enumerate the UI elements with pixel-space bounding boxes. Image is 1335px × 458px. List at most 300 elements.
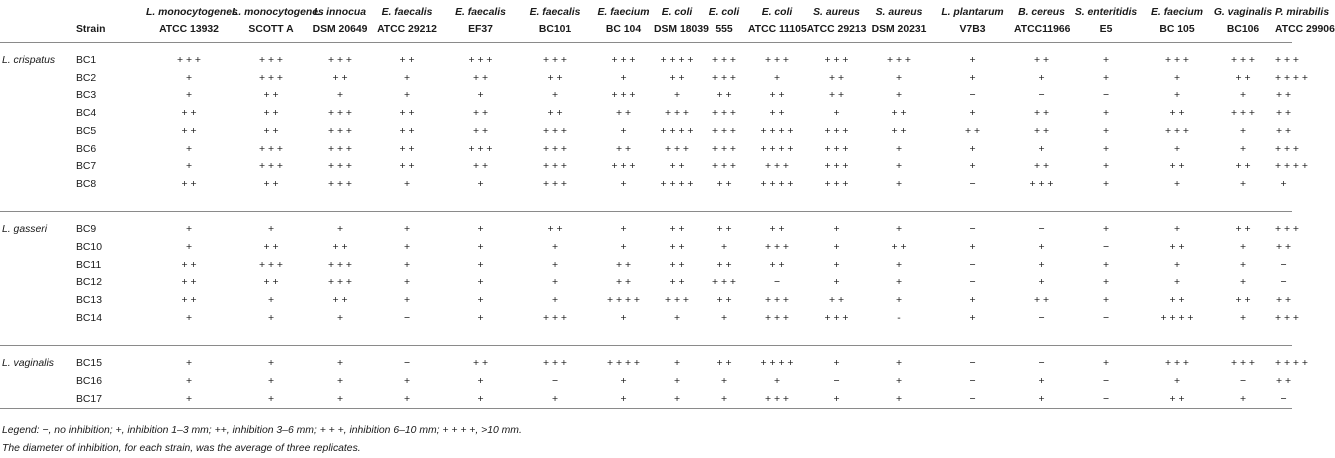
species-cell [0, 239, 76, 257]
inhibition-cell: + [593, 212, 654, 239]
inhibition-cell: + [895, 72, 903, 84]
inhibition-cell: + + [654, 212, 700, 239]
inhibition-cell: + + [669, 161, 685, 173]
inhibition-cell: + [1038, 242, 1045, 254]
inhibition-cell: + [232, 391, 310, 409]
inhibition-cell: + + + [177, 55, 201, 66]
inhibition-cell: + [654, 346, 700, 373]
inhibition-cell: − [1102, 312, 1110, 324]
organism-name-header: L. plantarum [941, 7, 1004, 18]
inhibition-cell: + [1173, 375, 1181, 387]
inhibition-cell: + + + [328, 143, 352, 155]
inhibition-cell: + [895, 161, 903, 173]
inhibition-cell: + [1038, 143, 1045, 155]
inhibition-cell: + [720, 312, 728, 324]
organism-accession-header: DSM 20231 [867, 22, 931, 43]
species-cell: L. crispatus [2, 55, 56, 66]
legend-text: Legend: −, no inhibition; +, inhibition 1–3 mm; ++, inhibition 3–6 mm; + + +, inhibition 6–10 mm; + + + +, >10 mm. [2, 425, 522, 436]
inhibition-cell: + [1102, 143, 1110, 155]
inhibition-cell: − [969, 90, 976, 102]
inhibition-cell: − [1280, 277, 1287, 289]
group-spacer [0, 194, 1292, 212]
inhibition-cell: + [551, 259, 559, 271]
table-row [0, 257, 1292, 275]
inhibition-cell: + + + [1231, 108, 1255, 120]
organism-accession-header: ATCC 29213 [806, 22, 867, 43]
inhibition-cell: + [370, 212, 444, 239]
inhibition-cell: + + [472, 108, 489, 120]
inhibition-cell: + [185, 312, 193, 324]
inhibition-cell: + + + [824, 125, 849, 137]
inhibition-cell: + [806, 212, 867, 239]
inhibition-cell: + + [399, 55, 415, 66]
inhibition-cell: + + + [1211, 346, 1275, 373]
inhibition-cell: + [895, 295, 903, 307]
inhibition-cell: + + + [611, 161, 636, 173]
inhibition-cell: − [1239, 375, 1247, 387]
inhibition-cell: + [444, 391, 517, 409]
table-row [0, 212, 1292, 239]
inhibition-cell: + + + [611, 55, 636, 66]
organism-name-header: E. faecalis [529, 7, 581, 18]
species-cell [0, 292, 76, 310]
inhibition-cell: + [1173, 90, 1181, 102]
species-cell [0, 274, 76, 292]
inhibition-cell: + + [1275, 375, 1292, 387]
inhibition-cell: + [720, 375, 728, 387]
inhibition-cell: + [185, 161, 193, 173]
inhibition-cell: + + [828, 90, 845, 102]
inhibition-cell: + [336, 375, 344, 387]
inhibition-cell: + + [472, 72, 489, 84]
inhibition-cell: + [1102, 161, 1110, 173]
inhibition-cell: + [1173, 143, 1181, 155]
inhibition-cell: + + + [328, 55, 352, 66]
inhibition-cell: + + [1211, 212, 1275, 239]
inhibition-cell: + + [748, 212, 806, 239]
group-spacer [0, 328, 1292, 346]
inhibition-cell: + + [615, 143, 632, 155]
inhibition-cell: − [931, 212, 1014, 239]
organism-name-header: E. coli [661, 7, 693, 18]
inhibition-cell: + + [399, 143, 415, 155]
inhibition-cell: + + + [712, 72, 736, 84]
inhibition-cell: + [1102, 277, 1110, 289]
inhibition-cell: + + + [1275, 143, 1299, 155]
inhibition-cell: + + [263, 277, 279, 289]
inhibition-cell: + [403, 295, 411, 307]
strain-cell: BC3 [76, 90, 97, 102]
inhibition-cell: + + [547, 72, 563, 84]
table-header [0, 2, 1335, 43]
inhibition-cell: + [1014, 391, 1069, 409]
inhibition-cell: + + [828, 72, 845, 84]
inhibition-cell: − [1069, 391, 1143, 409]
inhibition-cell: + + + [259, 161, 283, 173]
inhibition-cell: + [477, 90, 484, 102]
inhibition-cell: − [833, 375, 840, 387]
species-cell [0, 105, 76, 123]
inhibition-cell: + [1239, 143, 1247, 155]
strain-cell: BC15 [76, 346, 146, 373]
inhibition-cell: + + + [328, 178, 352, 190]
inhibition-cell: + + [891, 242, 907, 254]
table-row [0, 70, 1292, 88]
inhibition-cell: + [895, 143, 903, 155]
inhibition-cell: + [336, 312, 344, 324]
species-cell [0, 141, 76, 159]
organism-accession-header: DSM 20649 [310, 22, 370, 43]
inhibition-cell: + + + + [1275, 72, 1308, 84]
inhibition-cell: + + [1169, 242, 1185, 254]
inhibition-cell: + + [181, 295, 197, 307]
inhibition-cell: + [403, 277, 411, 289]
table-row [0, 43, 1292, 70]
inhibition-cell: + + [1033, 295, 1050, 307]
inhibition-cell: + [146, 391, 232, 409]
inhibition-cell: + + + [543, 125, 567, 137]
inhibition-cell: + + [615, 277, 632, 289]
inhibition-cell: + + + [328, 259, 352, 271]
inhibition-cell: + [1143, 212, 1211, 239]
inhibition-cell: + + + [712, 143, 736, 155]
inhibition-cell: + [185, 90, 193, 102]
inhibition-cell: + [185, 143, 193, 155]
organism-name-header: S. enteritidis [1074, 7, 1138, 18]
inhibition-cell: + [310, 391, 370, 409]
organism-accession-header: EF37 [444, 22, 517, 43]
inhibition-cell: + + [263, 108, 279, 120]
inhibition-cell: + + + [328, 125, 352, 137]
inhibition-cell: + + [716, 90, 732, 102]
inhibition-cell: + [700, 391, 748, 409]
inhibition-cell: + [267, 312, 275, 324]
inhibition-cell: + [403, 90, 411, 102]
inhibition-cell: + + + + [660, 55, 694, 66]
inhibition-cell: + + + + [760, 125, 794, 137]
inhibition-cell: + + [547, 108, 563, 120]
inhibition-cell: + [1102, 259, 1110, 271]
species-cell [0, 87, 76, 105]
organism-name-header: P. mirabilis [1275, 7, 1330, 18]
inhibition-cell: + + [615, 108, 632, 120]
inhibition-cell: + [1102, 295, 1110, 307]
inhibition-cell: + [232, 212, 310, 239]
inhibition-cell: + [403, 375, 411, 387]
inhibition-cell: + [1239, 259, 1247, 271]
organism-name-header: E. faecium [1151, 7, 1203, 18]
inhibition-cell: + + [332, 242, 348, 254]
inhibition-cell: + [969, 143, 976, 155]
species-cell: L. vaginalis [0, 346, 76, 373]
inhibition-cell: + [477, 242, 484, 254]
inhibition-cell: + + [669, 277, 685, 289]
strain-cell: BC5 [76, 125, 97, 137]
inhibition-cell: + [1038, 375, 1045, 387]
inhibition-cell: + + [472, 125, 489, 137]
inhibition-cell: + + + [1165, 125, 1189, 137]
inhibition-cell: + [1102, 108, 1110, 120]
inhibition-cell: + + [964, 125, 981, 137]
inhibition-cell: + + [891, 125, 907, 137]
species-cell [0, 123, 76, 141]
organism-accession-header: ATCC 11105 [748, 22, 806, 43]
inhibition-cell: + + + + [593, 346, 654, 373]
inhibition-cell: + + + [712, 277, 736, 289]
inhibition-cell: + + [700, 346, 748, 373]
inhibition-cell: + + [1143, 391, 1211, 409]
inhibition-cell: + [1211, 391, 1275, 409]
organism-name-header: L. monocytogenes [232, 7, 324, 18]
inhibition-cell: + [773, 72, 781, 84]
inhibition-cell: + [1173, 259, 1181, 271]
inhibition-cell: + [551, 90, 559, 102]
inhibition-cell: − [551, 375, 559, 387]
table-row [0, 176, 1292, 194]
inhibition-cell: + + + + [1275, 161, 1308, 173]
species-cell [0, 158, 76, 176]
inhibition-cell: + + + [543, 178, 567, 190]
table-footnote [2, 422, 522, 458]
inhibition-cell: + + [716, 295, 732, 307]
inhibition-cell: + + [1033, 161, 1050, 173]
inhibition-cell: + + [263, 242, 279, 254]
inhibition-cell: + + [669, 242, 685, 254]
inhibition-cell: + [867, 346, 931, 373]
inhibition-cell: − [1102, 242, 1110, 254]
inhibition-cell: + + [332, 72, 348, 84]
organism-accession-header: BC 104 [593, 22, 654, 43]
table-row [0, 373, 1292, 391]
inhibition-cell: + [185, 72, 193, 84]
inhibition-cell: + [969, 55, 976, 66]
inhibition-cell: + [620, 72, 627, 84]
inhibition-cell: + + + [712, 161, 736, 173]
table-row [0, 158, 1292, 176]
inhibition-cell: + + + [765, 161, 789, 173]
inhibition-cell: + + + [543, 312, 567, 324]
inhibition-cell: + [1173, 178, 1181, 190]
inhibition-cell: + + [472, 161, 489, 173]
inhibition-cell: + + + [1143, 346, 1211, 373]
inhibition-cell: + [867, 212, 931, 239]
inhibition-cell: + [1239, 90, 1247, 102]
inhibition-cell: + [593, 391, 654, 409]
inhibition-cell: + + [769, 259, 785, 271]
inhibition-cell: + [477, 259, 484, 271]
table-row [0, 239, 1292, 257]
organism-accession-header: DSM 18039 [654, 22, 700, 43]
inhibition-cell: + + [769, 108, 785, 120]
inhibition-cell: − [1275, 391, 1292, 409]
table-row [0, 141, 1292, 159]
inhibition-cell: + [620, 125, 627, 137]
inhibition-cell: + [444, 212, 517, 239]
species-cell: L. gasseri [0, 212, 76, 239]
strain-cell: BC11 [76, 259, 102, 271]
inhibition-cell: + [833, 242, 840, 254]
inhibition-cell: + + + [543, 143, 567, 155]
inhibition-cell: − [969, 178, 976, 190]
inhibition-cell: + [517, 391, 593, 409]
inhibition-cell: + + + [328, 108, 352, 120]
inhibition-cell: + [1239, 242, 1247, 254]
inhibition-cell: − [773, 277, 781, 289]
inhibition-cell: + [551, 242, 559, 254]
inhibition-cell: + [1280, 178, 1287, 190]
inhibition-cell: + + + [259, 259, 283, 271]
inhibition-cell: + + + [824, 178, 849, 190]
inhibition-cell: + [370, 391, 444, 409]
species-header-blank [0, 2, 76, 22]
inhibition-cell: − [1280, 259, 1287, 271]
inhibition-cell: + + [891, 108, 907, 120]
inhibition-cell: + + + [665, 108, 689, 120]
inhibition-cell: + + + [328, 161, 352, 173]
inhibition-cell: + [969, 108, 976, 120]
inhibition-cell: + + + [665, 295, 689, 307]
inhibition-table [0, 2, 1335, 409]
inhibition-cell: − [370, 346, 444, 373]
species-cell [0, 70, 76, 88]
strain-cell: BC8 [76, 178, 97, 190]
inhibition-cell: + + + [259, 55, 283, 66]
organism-name-header: E. faecium [597, 7, 650, 18]
inhibition-cell: + + [399, 108, 415, 120]
inhibition-cell: + [1173, 72, 1181, 84]
inhibition-cell: + [1069, 346, 1143, 373]
inhibition-cell: + + [517, 212, 593, 239]
inhibition-cell: + [1038, 277, 1045, 289]
inhibition-cell: + [477, 312, 484, 324]
inhibition-cell: + + [1235, 161, 1251, 173]
inhibition-cell: + + [716, 259, 732, 271]
inhibition-cell: + [403, 242, 411, 254]
organism-accession-header: ATCC 29212 [370, 22, 444, 43]
inhibition-cell: + + + + [660, 178, 694, 190]
inhibition-cell: + [673, 312, 681, 324]
inhibition-cell: + + + [1029, 178, 1054, 190]
inhibition-cell: + + + + [1275, 346, 1292, 373]
inhibition-cell: + + + [517, 346, 593, 373]
organism-accession-header: E5 [1069, 22, 1143, 43]
inhibition-cell: + + [1275, 242, 1292, 254]
inhibition-cell: + [620, 375, 627, 387]
inhibition-cell: + [969, 72, 976, 84]
inhibition-cell: + [1239, 178, 1247, 190]
strain-cell: BC7 [76, 161, 97, 173]
inhibition-cell: + [1102, 125, 1110, 137]
inhibition-cell: + [673, 375, 681, 387]
inhibition-cell: + [895, 178, 903, 190]
inhibition-cell: + + [769, 90, 785, 102]
inhibition-cell: + + + [712, 108, 736, 120]
inhibition-cell: + [267, 375, 275, 387]
inhibition-cell: + [267, 295, 275, 307]
organism-accession-header: SCOTT A [232, 22, 310, 43]
inhibition-cell: + + + + [760, 178, 794, 190]
table-row [0, 391, 1292, 409]
inhibition-cell: + + [263, 178, 279, 190]
table-row [0, 346, 1292, 373]
species-cell [0, 176, 76, 194]
inhibition-cell: + + + [259, 143, 283, 155]
inhibition-cell: + + + [824, 312, 849, 324]
inhibition-cell: + + [1275, 90, 1292, 102]
inhibition-cell: + [833, 277, 840, 289]
inhibition-cell: + + + [824, 161, 849, 173]
inhibition-cell: + + + [468, 143, 493, 155]
inhibition-cell: + + [1033, 108, 1050, 120]
organism-name-header: E. faecalis [381, 7, 433, 18]
inhibition-cell: + [620, 312, 627, 324]
table-row [0, 274, 1292, 292]
strain-cell: BC1 [76, 55, 97, 66]
inhibition-cell: + + + + [748, 346, 806, 373]
inhibition-cell: + + [444, 346, 517, 373]
species-cell [0, 310, 76, 328]
inhibition-cell: + [673, 90, 681, 102]
organism-name-header: L. innocua [314, 7, 366, 18]
table-row [0, 292, 1292, 310]
inhibition-cell: + [403, 178, 411, 190]
strain-cell: BC12 [76, 277, 102, 289]
strain-cell: BC2 [76, 72, 97, 84]
inhibition-cell: + + + + [1160, 312, 1194, 324]
inhibition-cell: + [551, 295, 559, 307]
inhibition-cell: + + + [765, 295, 789, 307]
inhibition-cell: + [867, 391, 931, 409]
inhibition-cell: + + + [824, 55, 849, 66]
table-row [0, 105, 1292, 123]
organism-name-header: E. coli [761, 7, 793, 18]
inhibition-cell: + + + [328, 277, 352, 289]
inhibition-cell: + + [181, 108, 197, 120]
organism-accession-header: V7B3 [931, 22, 1014, 43]
organism-name-header: S. aureus [813, 7, 860, 18]
group-spacer-cell [0, 194, 1292, 212]
inhibition-cell: + + [669, 72, 685, 84]
inhibition-cell: + + + [665, 143, 689, 155]
inhibition-cell: + + + [765, 312, 789, 324]
inhibition-cell: + + + [259, 72, 283, 84]
inhibition-cell: + + + [887, 55, 911, 66]
strain-cell: BC17 [76, 391, 146, 409]
inhibition-cell: − [969, 277, 976, 289]
strain-cell: BC6 [76, 143, 97, 155]
inhibition-cell: − [1038, 312, 1045, 324]
organism-accession-header: BC101 [517, 22, 593, 43]
strain-cell: BC13 [76, 295, 102, 307]
inhibition-cell: + [1239, 125, 1247, 137]
inhibition-cell: + + [1169, 161, 1185, 173]
inhibition-cell: + [895, 277, 903, 289]
organism-accession-header: BC 105 [1143, 22, 1211, 43]
group-spacer-cell [0, 328, 1292, 346]
strain-header-blank [76, 2, 146, 22]
inhibition-cell: + [336, 90, 344, 102]
inhibition-cell: + [146, 346, 232, 373]
inhibition-cell: + + + [1275, 55, 1299, 66]
inhibition-cell: + [720, 242, 728, 254]
inhibition-cell: + + [1275, 125, 1292, 137]
organism-accession-header: ATCC11966 [1014, 22, 1069, 43]
inhibition-cell: + [620, 242, 627, 254]
inhibition-cell: − [969, 259, 976, 271]
inhibition-cell: + [1102, 178, 1110, 190]
inhibition-cell: + + [1169, 295, 1185, 307]
table-row [0, 310, 1292, 328]
